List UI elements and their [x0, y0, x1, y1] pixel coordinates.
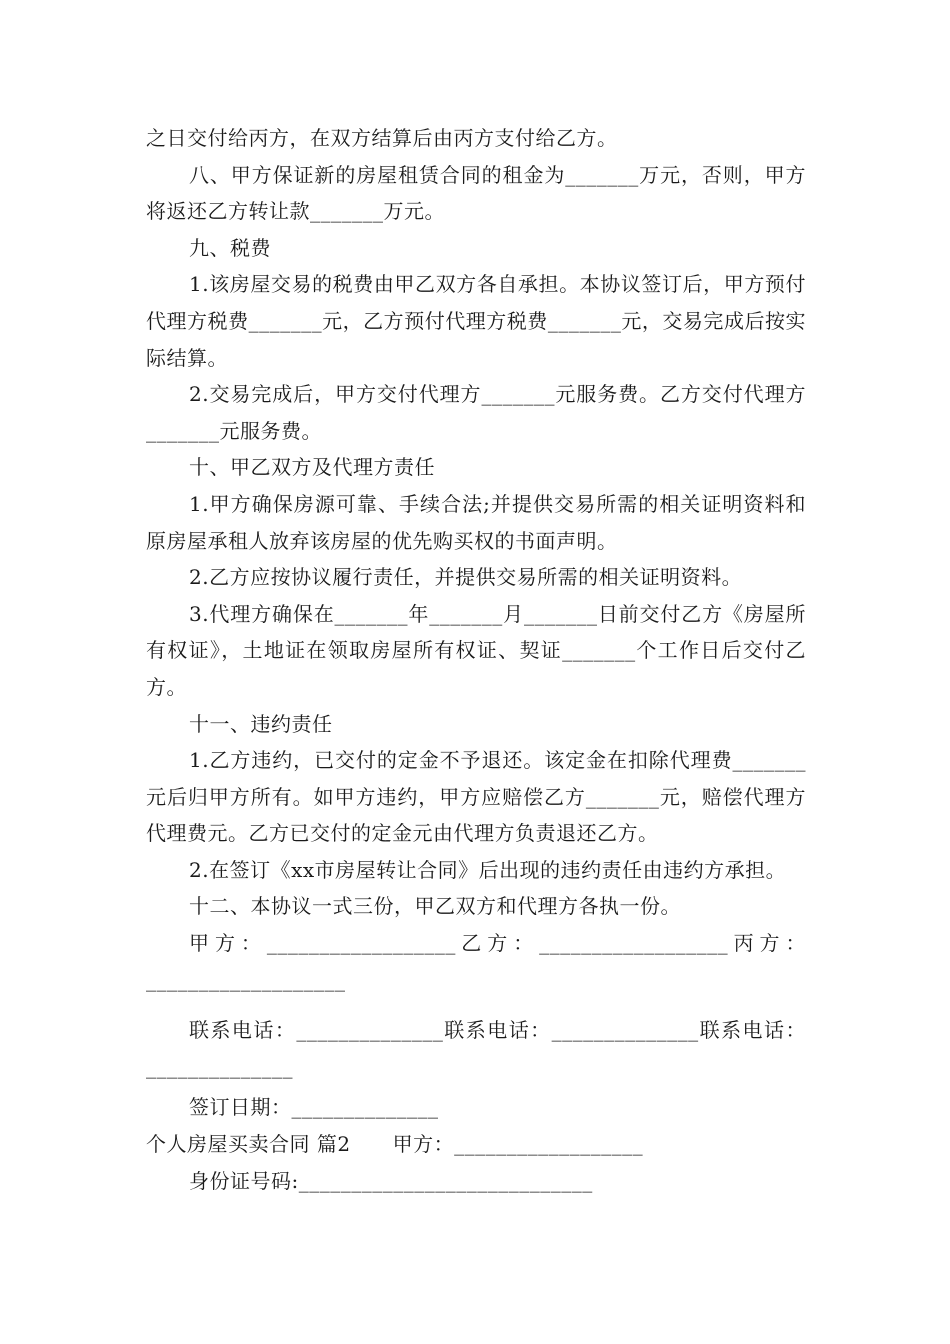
clause-10-heading: 十、甲乙双方及代理方责任: [189, 455, 435, 480]
clause-9-item-2: 2.交易完成后，甲方交付代理方_______元服务费。乙方交付代理方_______元服务费。: [146, 382, 806, 443]
document-page: [146, 120, 806, 1199]
next-contract-heading: 个人房屋买卖合同 篇2: [146, 1132, 351, 1157]
clause-10-item-2: 2.乙方应按协议履行责任，并提供交易所需的相关证明资料。: [189, 565, 743, 590]
clause-10-item-1: 1.甲方确保房源可靠、手续合法;并提供交易所需的相关证明资料和原房屋承租人放弃该房屋的优先购买权的书面声明。: [146, 491, 806, 553]
next-contract-party-a: 甲方：__________________: [392, 1132, 644, 1157]
next-contract-heading-line: [146, 1126, 806, 1163]
clause-11-heading: 十一、违约责任: [189, 711, 333, 736]
clause-9-heading: 九、税费: [189, 235, 271, 260]
signature-parties: 甲方：__________________乙方：__________________丙方：___________________: [146, 931, 806, 992]
signature-date: 签订日期：______________: [189, 1095, 439, 1120]
clause-8-rent: 八、甲方保证新的房屋租赁合同的租金为_______万元，否则，甲方将返还乙方转让款_______万元。: [146, 162, 806, 224]
clause-12-copies: 十二、本协议一式三份，甲乙双方和代理方各执一份。: [189, 894, 681, 919]
clause-11-item-1: 1.乙方违约，已交付的定金不予退还。该定金在扣除代理费_______元后归甲方所有。如甲方违约，甲方应赔偿乙方_______元，赔偿代理方代理费元。乙方已交付的定金元由代理方负责退还乙方。: [146, 748, 806, 846]
clause-9-item-1: 1.该房屋交易的税费由甲乙双方各自承担。本协议签订后，甲方预付代理方税费_______元，乙方预付代理方税费_______元，交易完成后按实际结算。: [146, 272, 806, 370]
clause-10-item-3: 3.代理方确保在_______年_______月_______日前交付乙方《房屋所有权证》，土地证在领取房屋所有权证、契证_______个工作日后交付乙方。: [146, 601, 806, 699]
paragraph-delivery: 之日交付给丙方，在双方结算后由丙方支付给乙方。: [146, 126, 618, 150]
signature-phones: 联系电话：______________联系电话：______________联系电话：______________: [146, 1018, 806, 1079]
next-contract-id-number: 身份证号码:____________________________: [189, 1168, 593, 1193]
clause-11-item-2: 2.在签订《xx市房屋转让合同》后出现的违约责任由违约方承担。: [189, 857, 787, 882]
